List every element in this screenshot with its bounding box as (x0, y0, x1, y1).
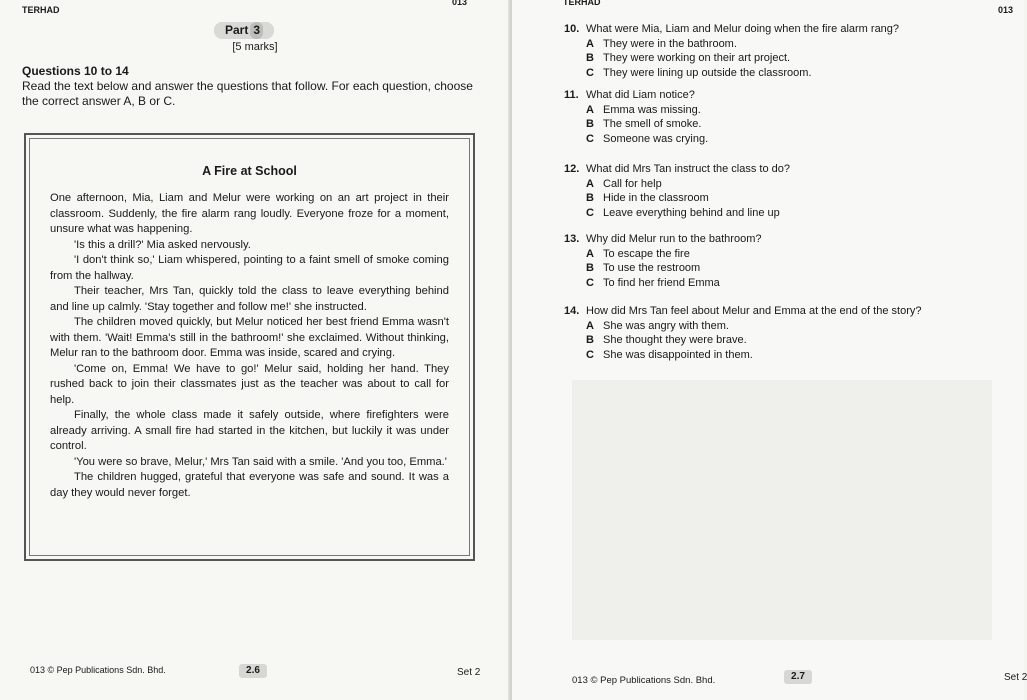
marks-label: [5 marks] (232, 41, 278, 53)
option[interactable]: C To find her friend Emma (586, 276, 720, 289)
set-label: Set 2 (1004, 672, 1027, 683)
option[interactable]: A To escape the fire (586, 247, 690, 260)
option[interactable]: C They were lining up outside the classroom. (586, 66, 812, 79)
story-paragraph: Finally, the whole class made it safely outside, where firefighters were already arriving. A small fire had started in the kitchen, but luckily it was under control. (50, 409, 449, 452)
part-badge (214, 22, 274, 39)
question-12: 12. What did Mrs Tan instruct the class to do? A Call for help B Hide in the classroom C Leave everything behind and line up (564, 163, 790, 219)
option[interactable]: B Hide in the classroom (586, 192, 709, 204)
story-title: A Fire at School (202, 164, 297, 178)
option[interactable]: B They were working on their art project. (586, 52, 791, 64)
story-paragraph: 'Come on, Emma! We have to go!' Melur said, holding her hand. They rushed back to join their classmates just as the teacher was about to call for help. (50, 362, 449, 406)
question-14: 14. How did Mrs Tan feel about Melur and Emma at the end of the story? A She was angry with them. B She thought they were brave. C She was disappointed in them. (564, 305, 922, 361)
page-number: 2.6 (239, 664, 267, 678)
story-paragraph: Their teacher, Mrs Tan, quickly told the class to leave everything behind and line up calmly. 'Stay together and follow me!' she instructed. (50, 285, 449, 313)
bleed-through (572, 380, 992, 640)
question-11: 11. What did Liam notice? A Emma was missing. B The smell of smoke. C Someone was crying. (564, 89, 709, 145)
part-label: Part (224, 23, 249, 37)
set-label: Set 2 (457, 667, 481, 678)
footer-publisher: 013 © Pep Publications Sdn. Bhd. (572, 675, 716, 686)
option[interactable]: A They were in the bathroom. (586, 37, 737, 50)
header-restricted: TERHAD (563, 0, 601, 7)
option[interactable]: B She thought they were brave. (586, 334, 747, 346)
story-text (50, 191, 449, 501)
option[interactable]: C Leave everything behind and line up (586, 206, 780, 219)
option[interactable]: C She was disappointed in them. (586, 348, 753, 361)
header-code: 013 (998, 5, 1014, 15)
option[interactable]: A Emma was missing. (586, 103, 701, 116)
option[interactable]: A Call for help (586, 177, 662, 190)
option[interactable]: C Someone was crying. (586, 132, 709, 145)
questions-heading: Questions 10 to 14 (22, 64, 129, 78)
story-paragraph: The children hugged, grateful that everyone was safe and sound. It was a day they would never forget. (50, 471, 449, 499)
instructions: Read the text below and answer the questions that follow. For each question, choose the correct answer A, B or C. (22, 79, 473, 108)
part-number: 3 (250, 22, 263, 39)
header-code: 013 (452, 0, 468, 7)
story-paragraph: One afternoon, Mia, Liam and Melur were working on an art project in their classroom. Suddenly, the fire alarm rang loudly. Everyone froze for a moment, unsure what was happening. (50, 192, 449, 235)
story-paragraph: 'Is this a drill?' Mia asked nervously. (74, 238, 251, 251)
option[interactable]: B To use the restroom (586, 262, 701, 274)
story-paragraph: 'I don't think so,' Liam whispered, pointing to a faint smell of smoke coming from the hallway. (50, 254, 449, 282)
footer-publisher: 013 © Pep Publications Sdn. Bhd. (30, 665, 166, 675)
page-number: 2.7 (784, 670, 812, 684)
option[interactable]: A She was angry with them. (586, 319, 729, 332)
option[interactable]: B The smell of smoke. (586, 118, 702, 130)
header-restricted: TERHAD (22, 5, 60, 15)
question-10: 10. What were Mia, Liam and Melur doing when the fire alarm rang? A They were in the bathroom. B They were working on their art project. C They were lining up outside the classroom. (564, 23, 900, 79)
story-paragraph: The children moved quickly, but Melur noticed her best friend Emma wasn't with them. 'Wait! Emma's still in the bathroom!' she exclaimed. Without thinking, Melur ran to the bathroom door. Emma was inside, scared and crying. (50, 316, 449, 359)
question-13: 13. Why did Melur run to the bathroom? A To escape the fire B To use the restroom C To find her friend Emma (564, 233, 762, 289)
left-page (0, 0, 510, 700)
right-page (512, 0, 1027, 700)
story-paragraph: 'You were so brave, Melur,' Mrs Tan said with a smile. 'And you too, Emma.' (74, 455, 447, 468)
